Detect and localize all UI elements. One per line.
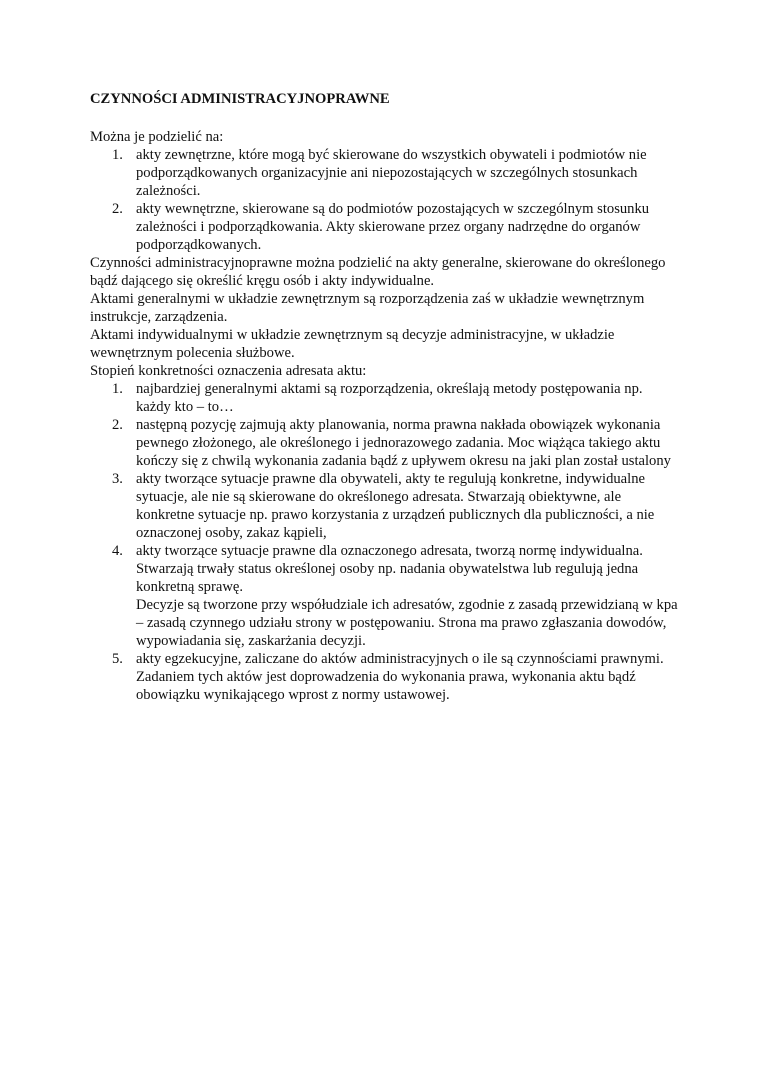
list-item-continuation: Decyzje są tworzone przy współudziale ich adresatów, zgodnie z zasadą przewidzianą w kpa – zasadą czynnego udziału strony w postępowaniu. Strona ma prawo zgłaszania dowodów, wypowiadania się, zaskarżania decyzji. <box>136 597 678 649</box>
act-types-list <box>90 146 680 254</box>
list-item-text: akty tworzące sytuacje prawne dla oznaczonego adresata, tworzą normę indywidualna. Stwarzają trwały status określonej osoby np. nadania obywatelstwa lub regulują jedna konkretną sprawę. <box>136 543 643 595</box>
concreteness-list <box>90 380 680 704</box>
list-item <box>90 200 680 254</box>
list-item-number: 3. <box>112 471 123 487</box>
paragraph-general-acts: Aktami generalnymi w układzie zewnętrznym są rozporządzenia zaś w układzie wewnętrznym instrukcje, zarządzenia. <box>90 291 645 325</box>
list-item-text: akty zewnętrzne, które mogą być skierowane do wszystkich obywateli i podmiotów nie podporządkowanych organizacyjnie ani niepozostających w szczególnych stosunkach zależności. <box>136 147 647 199</box>
list-item-number: 2. <box>112 201 123 217</box>
list-item-text: akty egzekucyjne, zaliczane do aktów administracyjnych o ile są czynnościami prawnymi. Zadaniem tych aktów jest doprowadzenia do wykonania prawa, wykonania aktu bądź obowiązku wynikającego wprost z normy ustawowej. <box>136 651 664 703</box>
list-item <box>90 416 680 470</box>
document-title: CZYNNOŚCI ADMINISTRACYJNOPRAWNE <box>90 91 390 107</box>
list-item <box>90 650 680 704</box>
document-page <box>90 90 680 704</box>
intro-paragraph: Można je podzielić na: <box>90 129 224 145</box>
list-item-text: następną pozycję zajmują akty planowania, norma prawna nakłada obowiązek wykonania pewnego złożonego, ale określonego i jednorazowego zadania. Moc wiążąca takiego aktu kończy się z chwilą wykonania zadania bądź z upływem okresu na jaki plan został ustalony <box>136 417 671 469</box>
paragraph-concreteness: Stopień konkretności oznaczenia adresata aktu: <box>90 363 367 379</box>
list-item-number: 1. <box>112 147 123 163</box>
list-item-number: 4. <box>112 543 123 559</box>
list-item-text: akty wewnętrzne, skierowane są do podmiotów pozostających w szczególnym stosunku zależności i podporządkowania. Akty skierowane przez organy nadrzędne do organów podporządkowanych. <box>136 201 650 253</box>
list-item <box>90 470 680 542</box>
list-item <box>90 542 680 650</box>
list-item-text: najbardziej generalnymi aktami są rozporządzenia, określają metody postępowania np. każdy kto – to… <box>136 381 643 415</box>
list-item <box>90 380 680 416</box>
paragraph-individual-acts: Aktami indywidualnymi w układzie zewnętrznym są decyzje administracyjne, w układzie wewnętrznym polecenia służbowe. <box>90 327 615 361</box>
list-item-text: akty tworzące sytuacje prawne dla obywateli, akty te regulują konkretne, indywidualne sytuacje, ale nie są skierowane do określonego adresata. Stwarzają obiektywne, ale konkretne sytuacje np. prawo korzystania z urządzeń publicznych dla publiczności, a nie oznaczonej osoby, zakaz kąpieli, <box>136 471 655 541</box>
list-item-number: 1. <box>112 381 123 397</box>
list-item-number: 2. <box>112 417 123 433</box>
list-item-number: 5. <box>112 651 123 667</box>
paragraph-general-individual: Czynności administracyjnoprawne można podzielić na akty generalne, skierowane do określonego bądź dającego się określić kręgu osób i akty indywidualne. <box>90 255 666 289</box>
list-item <box>90 146 680 200</box>
